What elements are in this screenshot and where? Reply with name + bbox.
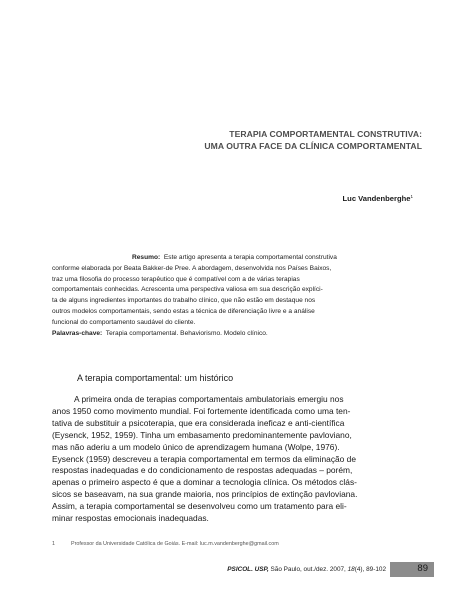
body-line-1: A primeira onda de terapias comportamentais ambulatoriais emergiu nos xyxy=(74,394,344,404)
abstract-line-4: comportamentais conhecidas. Acrescenta uma perspectiva valiosa em sua descrição explíci- xyxy=(52,286,323,294)
abstract-line-2: conforme elaborada por Beata Bakker-de Pree. A abordagem, desenvolvida nos Países Baixos, xyxy=(52,264,332,272)
author-name xyxy=(343,194,413,203)
abstract-line-1-text: Este artigo apresenta a terapia comportamental construtiva xyxy=(163,254,337,261)
abstract-line-3: traz uma filosofia do processo terapêutico que é compatível com a de várias terapias xyxy=(52,275,300,283)
body-line-8: apenas o primeiro aspecto é que a dominar a tecnologia clínica. Os métodos clás- xyxy=(52,477,357,488)
citation-part-1: São Paulo, out./dez. 2007, xyxy=(268,566,348,573)
keywords xyxy=(52,330,422,337)
footnote xyxy=(52,541,279,547)
journal-name: PSICOL. USP, xyxy=(227,566,269,573)
citation-part-2: (4), 89-102 xyxy=(354,566,386,573)
article-title-line-2: UMA OUTRA FACE DA CLÍNICA COMPORTAMENTAL xyxy=(204,141,422,151)
abstract xyxy=(52,253,417,329)
body-line-10: Assim, a terapia comportamental se desenvolveu como um tratamento para eli- xyxy=(52,501,347,512)
author-footnote-mark: 1 xyxy=(410,194,413,199)
body-paragraph xyxy=(52,394,416,525)
abstract-label: Resumo: xyxy=(132,254,161,261)
body-line-2: anos 1950 como movimento mundial. Foi fortemente identificada como uma ten- xyxy=(52,405,351,416)
body-line-11: minar respostas emocionais inadequadas. xyxy=(52,513,209,524)
abstract-line-1 xyxy=(52,253,417,264)
author-name-text: Luc Vandenberghe xyxy=(342,194,411,203)
citation-volume: 18 xyxy=(347,566,355,573)
keywords-text: Terapia comportamental. Behaviorismo. Modelo clínico. xyxy=(105,330,268,337)
page-number-box xyxy=(390,562,434,577)
section-heading: A terapia comportamental: um histórico xyxy=(77,373,234,383)
footnote-text: Professor da Universidade Católica de Goiás. E-mail: luc.m.vandenberghe@gmail.com xyxy=(71,541,279,547)
body-line-3: tativa de substituir a psicoterapia, que era considerada ineficaz e anti-científica xyxy=(52,417,345,428)
footnote-number: 1 xyxy=(52,541,55,547)
article-title-line-1: TERAPIA COMPORTAMENTAL CONSTRUTIVA: xyxy=(229,129,422,139)
body-line-6: Eysenck (1959) descreveu a terapia comportamental em termos da eliminação de xyxy=(52,453,356,464)
abstract-line-6: outros modelos comportamentais, sendo estas a técnica de diferenciação livre e a análise xyxy=(52,307,315,315)
keywords-label: Palavras-chave: xyxy=(52,330,103,337)
abstract-line-7: funcional do comportamento saudável do cliente. xyxy=(52,318,196,326)
body-line-5: mas não aderiu a um modelo único de aprendizagem humana (Wolpe, 1976). xyxy=(52,441,340,452)
page-number: 89 xyxy=(417,563,428,574)
article-title xyxy=(150,128,422,152)
body-line-9: sicos se baseavam, na sua grande maioria, nos princípios de extinção pavloviana. xyxy=(52,489,358,500)
body-line-7: respostas inadequadas e do condicionamento de respostas adequadas – porém, xyxy=(52,465,353,476)
abstract-line-5: ta de alguns ingredientes importantes do trabalho clínico, que não estão em destaque nos xyxy=(52,297,316,305)
footer-citation xyxy=(227,566,386,573)
body-line-4: (Eysenck, 1952, 1959). Tinha um embasamento predominantemente pavloviano, xyxy=(52,429,352,440)
